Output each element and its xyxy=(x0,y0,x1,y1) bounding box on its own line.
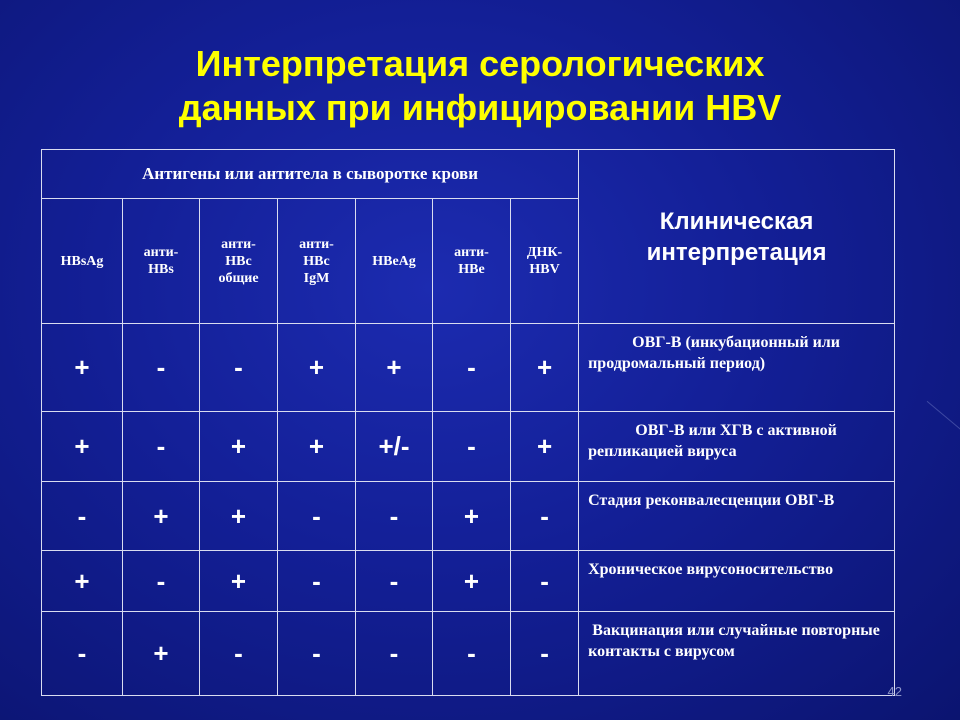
marker-cell: - xyxy=(278,551,356,612)
marker-cell: - xyxy=(356,551,433,612)
marker-cell: - xyxy=(511,551,579,612)
column-header-text: IgM xyxy=(303,270,330,286)
column-header-hbsag xyxy=(42,199,123,324)
column-header-anti-hbe xyxy=(433,199,511,324)
marker-cell: + xyxy=(511,324,579,412)
column-header-anti-hbc-igm xyxy=(278,199,356,324)
marker-cell: - xyxy=(511,612,579,696)
table-row xyxy=(42,482,895,551)
slide-title-line-1: Интерпретация серологических xyxy=(195,43,765,84)
interpretation-cell: ОВГ-В (инкубационный или продромальный период) xyxy=(579,324,895,412)
column-header-dna-hbv xyxy=(511,199,579,324)
antigens-group-header: Антигены или антитела в сыворотке крови xyxy=(42,150,579,199)
slide-title xyxy=(0,42,960,130)
marker-cell: + xyxy=(433,482,511,551)
interpretation-cell: Вакцинация или случайные повторные контакты с вирусом xyxy=(579,612,895,696)
clinical-header-line-2: интерпретация xyxy=(646,238,827,266)
interpretation-cell: ОВГ-В или ХГВ с активной репликацией вируса xyxy=(579,412,895,482)
marker-cell: - xyxy=(356,482,433,551)
marker-cell: + xyxy=(200,551,278,612)
marker-cell: - xyxy=(511,482,579,551)
column-header-text: ДНК- xyxy=(526,245,563,260)
marker-cell: + xyxy=(42,412,123,482)
column-header-text: анти- xyxy=(221,236,256,252)
marker-cell: - xyxy=(123,551,200,612)
slide-number: 42 xyxy=(887,684,902,699)
marker-cell: + xyxy=(42,551,123,612)
clinical-header-line-1: Клиническая xyxy=(659,207,814,235)
column-header-text: HBs xyxy=(148,262,174,277)
column-header-anti-hbc-total xyxy=(200,199,278,324)
marker-cell: - xyxy=(433,412,511,482)
interpretation-cell: Хроническое вирусоносительство xyxy=(579,551,895,612)
marker-cell: + xyxy=(200,412,278,482)
slide-title-line-2: данных при инфицировании HBV xyxy=(178,87,782,128)
table-row xyxy=(42,551,895,612)
decorative-line xyxy=(927,401,960,440)
table-row xyxy=(42,412,895,482)
column-header-text: HBc xyxy=(303,253,330,269)
column-header-text: HBeAg xyxy=(372,253,416,269)
column-header-text: HBsAg xyxy=(60,253,104,269)
column-header-text: анти- xyxy=(454,245,489,260)
column-header-text: анти- xyxy=(299,236,334,252)
marker-cell: + xyxy=(123,482,200,551)
marker-cell: - xyxy=(200,324,278,412)
marker-cell: - xyxy=(278,612,356,696)
column-header-text: HBe xyxy=(458,262,485,277)
marker-cell: - xyxy=(433,324,511,412)
marker-cell: + xyxy=(278,324,356,412)
marker-cell: - xyxy=(433,612,511,696)
column-header-text: HBV xyxy=(529,262,560,277)
table-row xyxy=(42,324,895,412)
marker-cell: - xyxy=(42,482,123,551)
clinical-interpretation-header xyxy=(579,150,895,324)
column-header-text: HBc xyxy=(225,253,252,269)
marker-cell: +/- xyxy=(356,412,433,482)
marker-cell: + xyxy=(511,412,579,482)
column-header-anti-hbs xyxy=(123,199,200,324)
marker-cell: + xyxy=(278,412,356,482)
table-row xyxy=(42,612,895,696)
column-header-hbeag xyxy=(356,199,433,324)
column-header-text: анти- xyxy=(143,245,179,260)
marker-cell: + xyxy=(123,612,200,696)
marker-cell: + xyxy=(356,324,433,412)
marker-cell: + xyxy=(200,482,278,551)
marker-cell: - xyxy=(123,324,200,412)
serology-table xyxy=(41,149,895,696)
marker-cell: + xyxy=(42,324,123,412)
marker-cell: - xyxy=(200,612,278,696)
marker-cell: - xyxy=(278,482,356,551)
interpretation-cell: Стадия реконвалесценции ОВГ-В xyxy=(579,482,895,551)
marker-cell: + xyxy=(433,551,511,612)
marker-cell: - xyxy=(356,612,433,696)
marker-cell: - xyxy=(42,612,123,696)
column-header-text: общие xyxy=(218,270,259,286)
marker-cell: - xyxy=(123,412,200,482)
